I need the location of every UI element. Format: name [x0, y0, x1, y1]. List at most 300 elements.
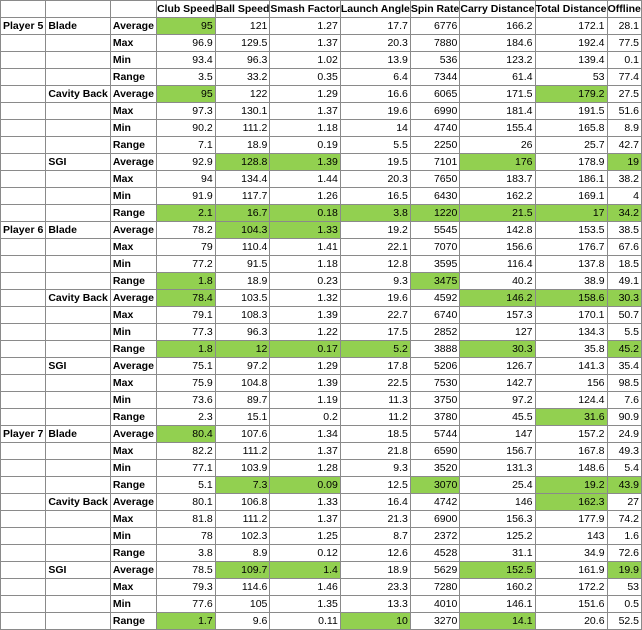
- table-row: [1, 290, 642, 307]
- value-cell: 192.4: [535, 35, 607, 52]
- header-spin-rate: Spin Rate: [410, 1, 459, 18]
- value-cell: 1.27: [270, 18, 340, 35]
- player-cell: [1, 273, 46, 290]
- value-cell: 129.5: [215, 35, 270, 52]
- value-cell: 156.6: [460, 239, 535, 256]
- value-cell: 7070: [410, 239, 459, 256]
- table-row: [1, 69, 642, 86]
- value-cell: 82.2: [156, 443, 215, 460]
- value-cell: 166.2: [460, 18, 535, 35]
- value-cell: 25.7: [535, 137, 607, 154]
- value-cell: 171.5: [460, 86, 535, 103]
- value-cell: 77.6: [156, 596, 215, 613]
- player-cell: [1, 358, 46, 375]
- table-row: [1, 545, 642, 562]
- value-cell: 1220: [410, 205, 459, 222]
- value-cell: 97.2: [460, 392, 535, 409]
- value-cell: 108.3: [215, 307, 270, 324]
- value-cell: 128.8: [215, 154, 270, 171]
- table-row: [1, 409, 642, 426]
- value-cell: 4528: [410, 545, 459, 562]
- value-cell: 5.5: [607, 324, 641, 341]
- stat-cell: Average: [110, 426, 156, 443]
- value-cell: 165.8: [535, 120, 607, 137]
- value-cell: 79: [156, 239, 215, 256]
- value-cell: 1.29: [270, 86, 340, 103]
- value-cell: 178.9: [535, 154, 607, 171]
- stat-cell: Range: [110, 137, 156, 154]
- value-cell: 1.33: [270, 222, 340, 239]
- value-cell: 1.22: [270, 324, 340, 341]
- player-cell: [1, 256, 46, 273]
- value-cell: 50.7: [607, 307, 641, 324]
- value-cell: 141.3: [535, 358, 607, 375]
- stat-cell: Min: [110, 596, 156, 613]
- value-cell: 94: [156, 171, 215, 188]
- stat-cell: Average: [110, 86, 156, 103]
- value-cell: 13.9: [340, 52, 410, 69]
- table-row: [1, 358, 642, 375]
- value-cell: 143: [535, 528, 607, 545]
- table-row: [1, 18, 642, 35]
- value-cell: 77.5: [607, 35, 641, 52]
- stat-cell: Max: [110, 579, 156, 596]
- value-cell: 1.37: [270, 35, 340, 52]
- value-cell: 176: [460, 154, 535, 171]
- value-cell: 177.9: [535, 511, 607, 528]
- player-cell: [1, 52, 46, 69]
- value-cell: 22.5: [340, 375, 410, 392]
- value-cell: 3270: [410, 613, 459, 630]
- stat-cell: Range: [110, 477, 156, 494]
- value-cell: 151.6: [535, 596, 607, 613]
- value-cell: 106.8: [215, 494, 270, 511]
- value-cell: 15.1: [215, 409, 270, 426]
- value-cell: 1.6: [607, 528, 641, 545]
- header-row: [1, 1, 642, 18]
- value-cell: 148.6: [535, 460, 607, 477]
- stat-cell: Average: [110, 18, 156, 35]
- player-cell: [1, 477, 46, 494]
- value-cell: 1.4: [270, 562, 340, 579]
- value-cell: 21.8: [340, 443, 410, 460]
- value-cell: 91.9: [156, 188, 215, 205]
- club-cell: [46, 392, 111, 409]
- value-cell: 19.6: [340, 290, 410, 307]
- value-cell: 172.2: [535, 579, 607, 596]
- value-cell: 40.2: [460, 273, 535, 290]
- header-total-distance: Total Distance: [535, 1, 607, 18]
- value-cell: 7530: [410, 375, 459, 392]
- player-cell: [1, 290, 46, 307]
- player-cell: [1, 579, 46, 596]
- player-cell: [1, 86, 46, 103]
- value-cell: 1.37: [270, 443, 340, 460]
- value-cell: 14.1: [460, 613, 535, 630]
- value-cell: 51.6: [607, 103, 641, 120]
- value-cell: 18.9: [215, 273, 270, 290]
- value-cell: 7880: [410, 35, 459, 52]
- value-cell: 160.2: [460, 579, 535, 596]
- stat-cell: Max: [110, 443, 156, 460]
- stat-cell: Min: [110, 188, 156, 205]
- stat-cell: Max: [110, 307, 156, 324]
- club-cell: [46, 596, 111, 613]
- header-club-speed: Club Speed: [156, 1, 215, 18]
- value-cell: 17: [535, 205, 607, 222]
- value-cell: 26: [460, 137, 535, 154]
- value-cell: 17.5: [340, 324, 410, 341]
- value-cell: 0.35: [270, 69, 340, 86]
- club-cell: Cavity Back: [46, 494, 111, 511]
- value-cell: 49.3: [607, 443, 641, 460]
- value-cell: 18.5: [607, 256, 641, 273]
- value-cell: 80.1: [156, 494, 215, 511]
- value-cell: 153.5: [535, 222, 607, 239]
- value-cell: 146.1: [460, 596, 535, 613]
- value-cell: 74.2: [607, 511, 641, 528]
- value-cell: 96.3: [215, 52, 270, 69]
- table-row: [1, 477, 642, 494]
- club-cell: [46, 613, 111, 630]
- value-cell: 156.7: [460, 443, 535, 460]
- value-cell: 3.8: [340, 205, 410, 222]
- value-cell: 20.3: [340, 171, 410, 188]
- club-cell: Blade: [46, 18, 111, 35]
- stat-cell: Max: [110, 35, 156, 52]
- value-cell: 78.5: [156, 562, 215, 579]
- table-row: [1, 494, 642, 511]
- value-cell: 125.2: [460, 528, 535, 545]
- stat-cell: Max: [110, 375, 156, 392]
- value-cell: 12.6: [340, 545, 410, 562]
- stat-cell: Max: [110, 171, 156, 188]
- player-cell: [1, 528, 46, 545]
- stat-cell: Average: [110, 154, 156, 171]
- value-cell: 16.5: [340, 188, 410, 205]
- club-cell: [46, 375, 111, 392]
- value-cell: 21.3: [340, 511, 410, 528]
- value-cell: 3520: [410, 460, 459, 477]
- value-cell: 156: [535, 375, 607, 392]
- value-cell: 110.4: [215, 239, 270, 256]
- value-cell: 0.23: [270, 273, 340, 290]
- table-row: [1, 137, 642, 154]
- value-cell: 20.3: [340, 35, 410, 52]
- stat-cell: Min: [110, 120, 156, 137]
- value-cell: 13.3: [340, 596, 410, 613]
- value-cell: 34.2: [607, 205, 641, 222]
- value-cell: 126.7: [460, 358, 535, 375]
- value-cell: 35.8: [535, 341, 607, 358]
- table-row: [1, 35, 642, 52]
- value-cell: 104.3: [215, 222, 270, 239]
- value-cell: 81.8: [156, 511, 215, 528]
- value-cell: 157.2: [535, 426, 607, 443]
- value-cell: 21.5: [460, 205, 535, 222]
- value-cell: 75.9: [156, 375, 215, 392]
- value-cell: 92.9: [156, 154, 215, 171]
- table-row: [1, 307, 642, 324]
- value-cell: 77.4: [607, 69, 641, 86]
- value-cell: 4740: [410, 120, 459, 137]
- value-cell: 79.3: [156, 579, 215, 596]
- value-cell: 1.28: [270, 460, 340, 477]
- stat-cell: Min: [110, 52, 156, 69]
- value-cell: 45.2: [607, 341, 641, 358]
- value-cell: 7.3: [215, 477, 270, 494]
- club-cell: [46, 528, 111, 545]
- club-cell: [46, 188, 111, 205]
- value-cell: 4592: [410, 290, 459, 307]
- value-cell: 6430: [410, 188, 459, 205]
- value-cell: 1.35: [270, 596, 340, 613]
- value-cell: 5629: [410, 562, 459, 579]
- value-cell: 5545: [410, 222, 459, 239]
- table-row: [1, 188, 642, 205]
- club-cell: Cavity Back: [46, 86, 111, 103]
- value-cell: 31.1: [460, 545, 535, 562]
- value-cell: 2.1: [156, 205, 215, 222]
- value-cell: 142.7: [460, 375, 535, 392]
- value-cell: 130.1: [215, 103, 270, 120]
- value-cell: 1.41: [270, 239, 340, 256]
- value-cell: 96.3: [215, 324, 270, 341]
- player-cell: [1, 511, 46, 528]
- value-cell: 3070: [410, 477, 459, 494]
- value-cell: 0.2: [270, 409, 340, 426]
- value-cell: 1.7: [156, 613, 215, 630]
- value-cell: 2372: [410, 528, 459, 545]
- value-cell: 90.9: [607, 409, 641, 426]
- player-cell: [1, 120, 46, 137]
- value-cell: 0.19: [270, 137, 340, 154]
- value-cell: 52.5: [607, 613, 641, 630]
- value-cell: 38.5: [607, 222, 641, 239]
- value-cell: 3595: [410, 256, 459, 273]
- value-cell: 20.6: [535, 613, 607, 630]
- value-cell: 61.4: [460, 69, 535, 86]
- value-cell: 183.7: [460, 171, 535, 188]
- value-cell: 9.3: [340, 460, 410, 477]
- value-cell: 6990: [410, 103, 459, 120]
- value-cell: 1.37: [270, 511, 340, 528]
- player-cell: [1, 239, 46, 256]
- club-cell: [46, 256, 111, 273]
- value-cell: 25.4: [460, 477, 535, 494]
- value-cell: 6065: [410, 86, 459, 103]
- club-cell: [46, 103, 111, 120]
- value-cell: 8.7: [340, 528, 410, 545]
- value-cell: 117.7: [215, 188, 270, 205]
- value-cell: 19: [607, 154, 641, 171]
- value-cell: 122: [215, 86, 270, 103]
- stat-cell: Range: [110, 613, 156, 630]
- value-cell: 5.2: [340, 341, 410, 358]
- value-cell: 4010: [410, 596, 459, 613]
- value-cell: 1.39: [270, 375, 340, 392]
- player-cell: [1, 494, 46, 511]
- value-cell: 172.1: [535, 18, 607, 35]
- value-cell: 16.7: [215, 205, 270, 222]
- stat-cell: Range: [110, 69, 156, 86]
- player-cell: [1, 69, 46, 86]
- value-cell: 5.4: [607, 460, 641, 477]
- value-cell: 8.9: [607, 120, 641, 137]
- value-cell: 42.7: [607, 137, 641, 154]
- stat-cell: Range: [110, 205, 156, 222]
- value-cell: 5206: [410, 358, 459, 375]
- stat-cell: Min: [110, 392, 156, 409]
- value-cell: 3.8: [156, 545, 215, 562]
- value-cell: 34.9: [535, 545, 607, 562]
- header-offline: Offline: [607, 1, 641, 18]
- value-cell: 28.1: [607, 18, 641, 35]
- stat-cell: Average: [110, 494, 156, 511]
- table-row: [1, 375, 642, 392]
- value-cell: 103.9: [215, 460, 270, 477]
- value-cell: 6776: [410, 18, 459, 35]
- value-cell: 1.39: [270, 154, 340, 171]
- value-cell: 536: [410, 52, 459, 69]
- table-row: [1, 562, 642, 579]
- value-cell: 1.46: [270, 579, 340, 596]
- value-cell: 2.3: [156, 409, 215, 426]
- header-cell: [1, 1, 46, 18]
- value-cell: 16.6: [340, 86, 410, 103]
- value-cell: 0.11: [270, 613, 340, 630]
- value-cell: 78: [156, 528, 215, 545]
- value-cell: 75.1: [156, 358, 215, 375]
- value-cell: 7.6: [607, 392, 641, 409]
- value-cell: 98.5: [607, 375, 641, 392]
- player-cell: [1, 596, 46, 613]
- value-cell: 6590: [410, 443, 459, 460]
- table-row: [1, 120, 642, 137]
- value-cell: 111.2: [215, 443, 270, 460]
- stat-cell: Range: [110, 545, 156, 562]
- value-cell: 176.7: [535, 239, 607, 256]
- value-cell: 158.6: [535, 290, 607, 307]
- value-cell: 4: [607, 188, 641, 205]
- value-cell: 45.5: [460, 409, 535, 426]
- club-cell: SGI: [46, 154, 111, 171]
- player-cell: [1, 35, 46, 52]
- value-cell: 157.3: [460, 307, 535, 324]
- table-row: [1, 239, 642, 256]
- value-cell: 102.3: [215, 528, 270, 545]
- value-cell: 90.2: [156, 120, 215, 137]
- stat-cell: Min: [110, 324, 156, 341]
- table-row: [1, 579, 642, 596]
- table-row: [1, 205, 642, 222]
- player-cell: [1, 324, 46, 341]
- value-cell: 184.6: [460, 35, 535, 52]
- stat-cell: Max: [110, 511, 156, 528]
- value-cell: 43.9: [607, 477, 641, 494]
- value-cell: 53: [607, 579, 641, 596]
- value-cell: 7280: [410, 579, 459, 596]
- stat-cell: Average: [110, 290, 156, 307]
- value-cell: 181.4: [460, 103, 535, 120]
- player-cell: [1, 171, 46, 188]
- value-cell: 22.7: [340, 307, 410, 324]
- value-cell: 3888: [410, 341, 459, 358]
- value-cell: 1.02: [270, 52, 340, 69]
- player-cell: [1, 137, 46, 154]
- value-cell: 1.18: [270, 256, 340, 273]
- value-cell: 79.1: [156, 307, 215, 324]
- value-cell: 0.5: [607, 596, 641, 613]
- value-cell: 80.4: [156, 426, 215, 443]
- table-row: [1, 341, 642, 358]
- value-cell: 5.1: [156, 477, 215, 494]
- club-cell: Cavity Back: [46, 290, 111, 307]
- club-cell: [46, 69, 111, 86]
- value-cell: 7101: [410, 154, 459, 171]
- table-row: [1, 426, 642, 443]
- value-cell: 11.3: [340, 392, 410, 409]
- value-cell: 1.8: [156, 341, 215, 358]
- value-cell: 0.09: [270, 477, 340, 494]
- player-cell: [1, 307, 46, 324]
- value-cell: 134.3: [535, 324, 607, 341]
- header-cell: [46, 1, 111, 18]
- table-row: [1, 222, 642, 239]
- value-cell: 2852: [410, 324, 459, 341]
- value-cell: 73.6: [156, 392, 215, 409]
- value-cell: 35.4: [607, 358, 641, 375]
- value-cell: 49.1: [607, 273, 641, 290]
- value-cell: 27: [607, 494, 641, 511]
- header-smash-factor: Smash Factor: [270, 1, 340, 18]
- value-cell: 162.2: [460, 188, 535, 205]
- header-ball-speed: Ball Speed: [215, 1, 270, 18]
- player-cell: [1, 341, 46, 358]
- value-cell: 93.4: [156, 52, 215, 69]
- value-cell: 161.9: [535, 562, 607, 579]
- club-cell: [46, 460, 111, 477]
- player-cell: [1, 562, 46, 579]
- header-launch-angle: Launch Angle: [340, 1, 410, 18]
- stat-cell: Max: [110, 239, 156, 256]
- value-cell: 1.32: [270, 290, 340, 307]
- value-cell: 5.5: [340, 137, 410, 154]
- stat-cell: Range: [110, 409, 156, 426]
- value-cell: 1.8: [156, 273, 215, 290]
- player-cell: [1, 392, 46, 409]
- value-cell: 104.8: [215, 375, 270, 392]
- club-cell: [46, 137, 111, 154]
- value-cell: 77.3: [156, 324, 215, 341]
- club-cell: [46, 120, 111, 137]
- value-cell: 12.8: [340, 256, 410, 273]
- value-cell: 12.5: [340, 477, 410, 494]
- value-cell: 72.6: [607, 545, 641, 562]
- club-cell: [46, 545, 111, 562]
- club-cell: [46, 52, 111, 69]
- club-cell: [46, 273, 111, 290]
- value-cell: 146: [460, 494, 535, 511]
- stat-cell: Range: [110, 341, 156, 358]
- club-cell: [46, 35, 111, 52]
- value-cell: 14: [340, 120, 410, 137]
- value-cell: 22.1: [340, 239, 410, 256]
- value-cell: 19.9: [607, 562, 641, 579]
- value-cell: 31.6: [535, 409, 607, 426]
- value-cell: 6740: [410, 307, 459, 324]
- value-cell: 11.2: [340, 409, 410, 426]
